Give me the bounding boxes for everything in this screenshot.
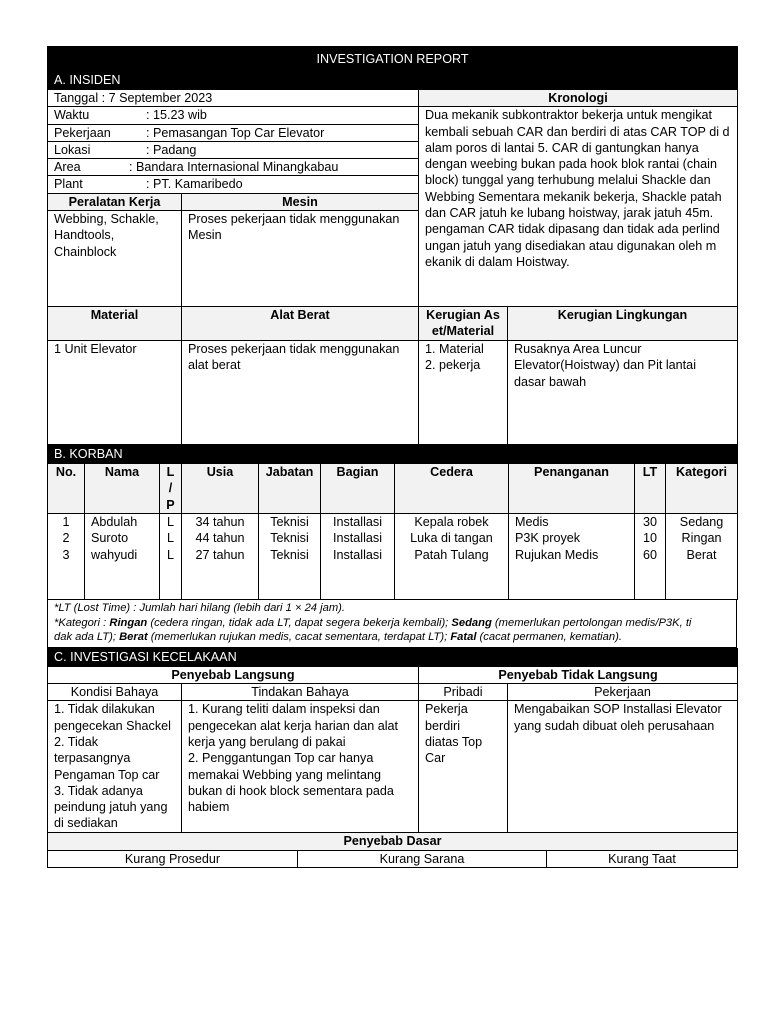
field-lokasi: Lokasi : Padang	[48, 141, 419, 158]
col-lt: LT	[635, 464, 666, 514]
col-jabatan: Jabatan	[259, 464, 321, 514]
korban-lp-cell	[160, 513, 182, 599]
table-cell: Rujukan Medis	[515, 547, 599, 562]
col-usia: Usia	[182, 464, 259, 514]
col-no: No.	[48, 464, 85, 514]
table-cell: L	[166, 514, 174, 529]
table-cell: L	[166, 547, 174, 562]
table-cell: Abdulah	[91, 514, 138, 529]
table-cell: Luka di tangan	[410, 531, 493, 546]
table-cell: 27 tahun	[195, 547, 245, 562]
table-cell: Kepala robek	[414, 514, 489, 529]
korban-table	[47, 445, 738, 600]
kerugian-lingkungan-header: Kerugian Lingkungan	[508, 307, 738, 341]
kerugian-lingkungan-value: Rusaknya Area Luncur Elevator(Hoistway) dan Pit lantai dasar bawah	[508, 341, 738, 445]
pribadi-header: Pribadi	[419, 684, 508, 701]
alat-berat-header: Alat Berat	[182, 307, 419, 341]
table-cell: Installasi	[333, 514, 382, 529]
table-cell: P3K proyek	[515, 531, 581, 546]
col-lp: L / P	[160, 464, 182, 514]
peralatan-kerja-value: Webbing, Schakle, Handtools, Chainblock	[48, 211, 182, 307]
kronologi-text: Dua mekanik subkontraktor bekerja untuk mengikat kembali sebuah CAR dan berdiri di atas CAR TOP di d alam poros di lantai 5. CAR di gantungkan hanya dengan weebing bukan pada hook blok rantai (chain block) tunggal yang terhubung melalui Shackle dan Webbing Sementara mekanik bekerja, Shackle patah dan CAR jatuh ke lubang hoistway, jarak jatuh 45m. pengaman CAR tidak dipasang dan tidak ada perlind ungan jatuh yang disediakan atau digunakan oleh m ekanik di dalam Hoistway.	[419, 107, 738, 307]
col-kategori: Kategori	[666, 464, 738, 514]
field-area: Area : Bandara Internasional Minangkabau	[48, 159, 419, 176]
korban-jabatan-cell	[259, 513, 321, 599]
field-waktu: Waktu : 15.23 wib	[48, 107, 419, 124]
korban-no-cell	[48, 513, 85, 599]
table-cell: Teknisi	[270, 514, 309, 529]
table-cell: Teknisi	[270, 547, 309, 562]
report-title: INVESTIGATION REPORT	[48, 47, 738, 72]
korban-kategori-cell	[666, 513, 738, 599]
pekerjaan-value: Mengabaikan SOP Installasi Elevator yang sudah dibuat oleh perusahaan	[508, 701, 738, 833]
korban-notes	[47, 600, 737, 648]
pribadi-value: Pekerja berdiri diatas Top Car	[419, 701, 508, 833]
korban-penanganan-cell	[509, 513, 635, 599]
field-pekerjaan: Pekerjaan : Pemasangan Top Car Elevator	[48, 124, 419, 141]
dasar-kurang-taat: Kurang Taat	[547, 850, 738, 867]
penyebab-tidak-langsung-header: Penyebab Tidak Langsung	[419, 666, 738, 683]
table-cell: 34 tahun	[195, 514, 245, 529]
table-cell: 3	[62, 547, 70, 562]
kerugian-aset-value: 1. Material 2. pekerja	[419, 341, 508, 445]
field-plant: Plant : PT. Kamaribedo	[48, 176, 419, 193]
col-cedera: Cedera	[395, 464, 509, 514]
table-cell: Installasi	[333, 547, 382, 562]
korban-cedera-cell	[395, 513, 509, 599]
alat-berat-value: Proses pekerjaan tidak menggunakan alat berat	[182, 341, 419, 445]
insiden-table	[47, 46, 738, 445]
col-nama: Nama	[85, 464, 160, 514]
kondisi-bahaya-value: 1. Tidak dilakukan pengecekan Shackel 2. Tidak terpasangnya Pengaman Top car 3. Tidak adanya peindung jatuh yang di sediakan	[48, 701, 182, 833]
col-bagian: Bagian	[321, 464, 395, 514]
mesin-value: Proses pekerjaan tidak menggunakan Mesin	[182, 211, 419, 307]
korban-nama-cell	[85, 513, 160, 599]
table-cell: 60	[642, 547, 657, 562]
mesin-header: Mesin	[182, 193, 419, 210]
investigation-report	[47, 46, 737, 868]
tindakan-bahaya-header: Tindakan Bahaya	[182, 684, 419, 701]
penyebab-dasar-header: Penyebab Dasar	[48, 833, 738, 850]
table-cell: 10	[642, 531, 657, 546]
table-cell: 2	[62, 531, 70, 546]
table-cell: 44 tahun	[195, 531, 245, 546]
material-header: Material	[48, 307, 182, 341]
section-c-heading: C. INVESTIGASI KECELAKAAN	[48, 648, 738, 666]
table-cell: Berat	[686, 547, 717, 562]
table-cell: wahyudi	[91, 547, 138, 562]
table-cell: Medis	[515, 514, 549, 529]
table-cell: Teknisi	[270, 531, 309, 546]
note-kategori-cont: dak ada LT); Berat (memerlukan rujukan medis, cacat sementara, terdapat LT); Fatal (cacat permanen, kematian).	[54, 631, 622, 644]
material-value: 1 Unit Elevator	[48, 341, 182, 445]
korban-usia-cell	[182, 513, 259, 599]
section-a-heading: A. INSIDEN	[48, 72, 738, 90]
pekerjaan-header: Pekerjaan	[508, 684, 738, 701]
table-cell: Ringan	[681, 531, 722, 546]
investigasi-table	[47, 648, 738, 868]
table-cell: L	[166, 531, 174, 546]
kerugian-aset-header: Kerugian As et/Material	[419, 307, 508, 341]
section-b-heading: B. KORBAN	[48, 446, 738, 464]
penyebab-langsung-header: Penyebab Langsung	[48, 666, 419, 683]
table-cell: Sedang	[679, 514, 724, 529]
kondisi-bahaya-header: Kondisi Bahaya	[48, 684, 182, 701]
field-tanggal: Tanggal : 7 September 2023	[48, 90, 419, 107]
note-lost-time: *LT (Lost Time) : Jumlah hari hilang (lebih dari 1 × 24 jam).	[54, 601, 345, 614]
dasar-kurang-prosedur: Kurang Prosedur	[48, 850, 298, 867]
peralatan-kerja-header: Peralatan Kerja	[48, 193, 182, 210]
table-cell: 1	[62, 514, 70, 529]
tindakan-bahaya-value: 1. Kurang teliti dalam inspeksi dan pengecekan alat kerja harian dan alat kerja yang berulang di pakai 2. Penggantungan Top car hanya memakai Webbing yang melintang bukan di hook block sementara pada habiem	[182, 701, 419, 833]
korban-lt-cell	[635, 513, 666, 599]
col-penanganan: Penanganan	[509, 464, 635, 514]
note-kategori: *Kategori : Ringan (cedera ringan, tidak ada LT, dapat segera bekerja kembali); Sedang (memerlukan pertolongan medis/P3K, ti	[54, 616, 692, 629]
table-cell: Installasi	[333, 531, 382, 546]
table-cell: Patah Tulang	[414, 547, 489, 562]
korban-bagian-cell	[321, 513, 395, 599]
table-cell: Suroto	[91, 531, 129, 546]
kronologi-header: Kronologi	[419, 90, 738, 107]
table-cell: 30	[642, 514, 657, 529]
dasar-kurang-sarana: Kurang Sarana	[298, 850, 547, 867]
